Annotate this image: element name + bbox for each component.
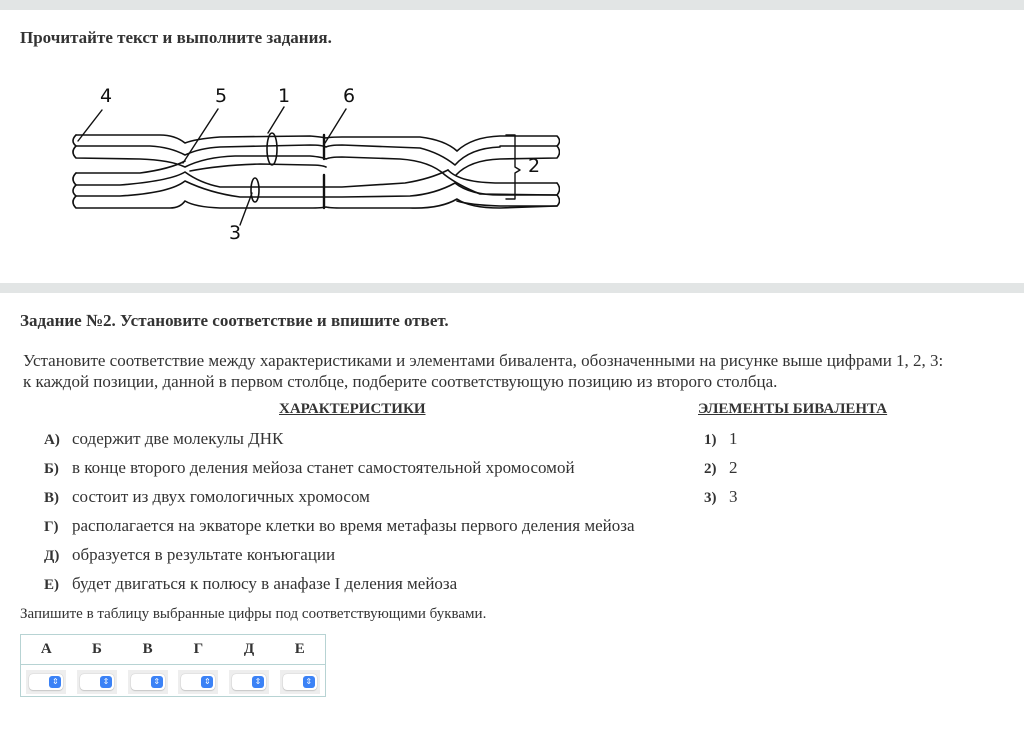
up-down-chevron-icon: ⇕ xyxy=(100,676,112,688)
element-text: 1 xyxy=(729,429,738,448)
up-down-chevron-icon: ⇕ xyxy=(303,676,315,688)
characteristic-key: В) xyxy=(44,490,59,506)
up-down-chevron-icon: ⇕ xyxy=(252,676,264,688)
characteristic-text: состоит из двух гомологичных хромосом xyxy=(72,487,370,506)
answer-column-e: Е xyxy=(294,641,305,657)
answer-select-d[interactable] xyxy=(232,674,266,690)
characteristic-text: образуется в результате конъюгации xyxy=(72,545,336,564)
element-text: 3 xyxy=(729,487,738,506)
chromatid-lower-bottom xyxy=(73,196,557,208)
chromatid-upper-bottom xyxy=(190,164,326,171)
characteristic-key: Б) xyxy=(44,461,59,477)
answer-table-row xyxy=(21,665,325,698)
section-divider-band xyxy=(0,283,1024,293)
answer-column-d: Д xyxy=(243,641,255,657)
figure-label-6: 6 xyxy=(343,85,356,107)
up-down-chevron-icon: ⇕ xyxy=(151,676,163,688)
characteristic-item xyxy=(44,487,370,507)
answer-select-v[interactable] xyxy=(131,674,165,690)
characteristic-item xyxy=(44,574,457,594)
characteristic-key: Д) xyxy=(44,548,60,564)
characteristic-text: в конце второго деления мейоза станет самостоятельной хромосомой xyxy=(72,458,575,477)
characteristic-key: Г) xyxy=(44,519,59,535)
answer-instruction: Запишите в таблицу выбранные цифры под соответствующими буквами. xyxy=(20,606,487,622)
answer-select-e[interactable] xyxy=(283,674,317,690)
element-text: 2 xyxy=(729,458,738,477)
ring-upper xyxy=(267,133,277,165)
characteristic-text: располагается на экваторе клетки во время метафазы первого деления мейоза xyxy=(72,516,635,535)
characteristic-item xyxy=(44,545,335,565)
answer-column-b: Б xyxy=(92,641,102,657)
answer-column-v: В xyxy=(142,641,153,657)
page-heading: Прочитайте текст и выполните задания. xyxy=(20,28,332,47)
element-item xyxy=(704,429,738,449)
characteristic-text: содержит две молекулы ДНК xyxy=(72,429,284,448)
answer-select-a[interactable] xyxy=(29,674,63,690)
bivalent-diagram xyxy=(60,75,560,250)
task-intro-line-1: Установите соответствие между характеристиками и элементами бивалента, обозначенными на рисунке выше цифрами 1, 2, 3: xyxy=(23,351,944,370)
up-down-chevron-icon: ⇕ xyxy=(49,676,61,688)
task-intro xyxy=(23,350,1013,392)
characteristic-item xyxy=(44,516,635,536)
top-divider-band xyxy=(0,0,1024,10)
figure-label-4: 4 xyxy=(100,85,113,107)
elements-header: ЭЛЕМЕНТЫ БИВАЛЕНТА xyxy=(698,401,888,417)
element-key: 2) xyxy=(704,461,717,477)
answer-column-g: Г xyxy=(193,641,204,657)
figure-label-1: 1 xyxy=(278,85,291,107)
figure-label-3: 3 xyxy=(229,222,242,244)
characteristic-item xyxy=(44,458,575,478)
up-down-chevron-icon: ⇕ xyxy=(201,676,213,688)
leader-1 xyxy=(268,107,284,133)
element-item xyxy=(704,458,738,478)
leader-6 xyxy=(325,109,346,143)
characteristic-key: А) xyxy=(44,432,60,448)
element-item xyxy=(704,487,738,507)
characteristic-key: Е) xyxy=(44,577,59,593)
figure-label-2: 2 xyxy=(528,155,541,177)
task-title: Задание №2. Установите соответствие и впишите ответ. xyxy=(20,311,449,330)
answer-select-b[interactable] xyxy=(80,674,114,690)
answer-column-a: А xyxy=(40,641,52,657)
answer-table-header xyxy=(21,635,325,665)
answer-select-g[interactable] xyxy=(181,674,215,690)
answer-table xyxy=(20,634,326,697)
element-key: 3) xyxy=(704,490,717,506)
characteristics-header: ХАРАКТЕРИСТИКИ xyxy=(279,401,426,417)
characteristic-item xyxy=(44,429,283,449)
characteristic-text: будет двигаться к полюсу в анафазе I деления мейоза xyxy=(72,574,458,593)
leader-4 xyxy=(78,110,102,141)
element-key: 1) xyxy=(704,432,717,448)
bracket-2 xyxy=(506,135,520,199)
task-intro-line-2: к каждой позиции, данной в первом столбце, подберите соответствующую позицию из второго столбца. xyxy=(23,372,778,391)
figure-label-5: 5 xyxy=(215,85,228,107)
bivalent-figure xyxy=(60,75,560,250)
ring-lower xyxy=(251,178,259,202)
leader-5 xyxy=(183,109,218,163)
